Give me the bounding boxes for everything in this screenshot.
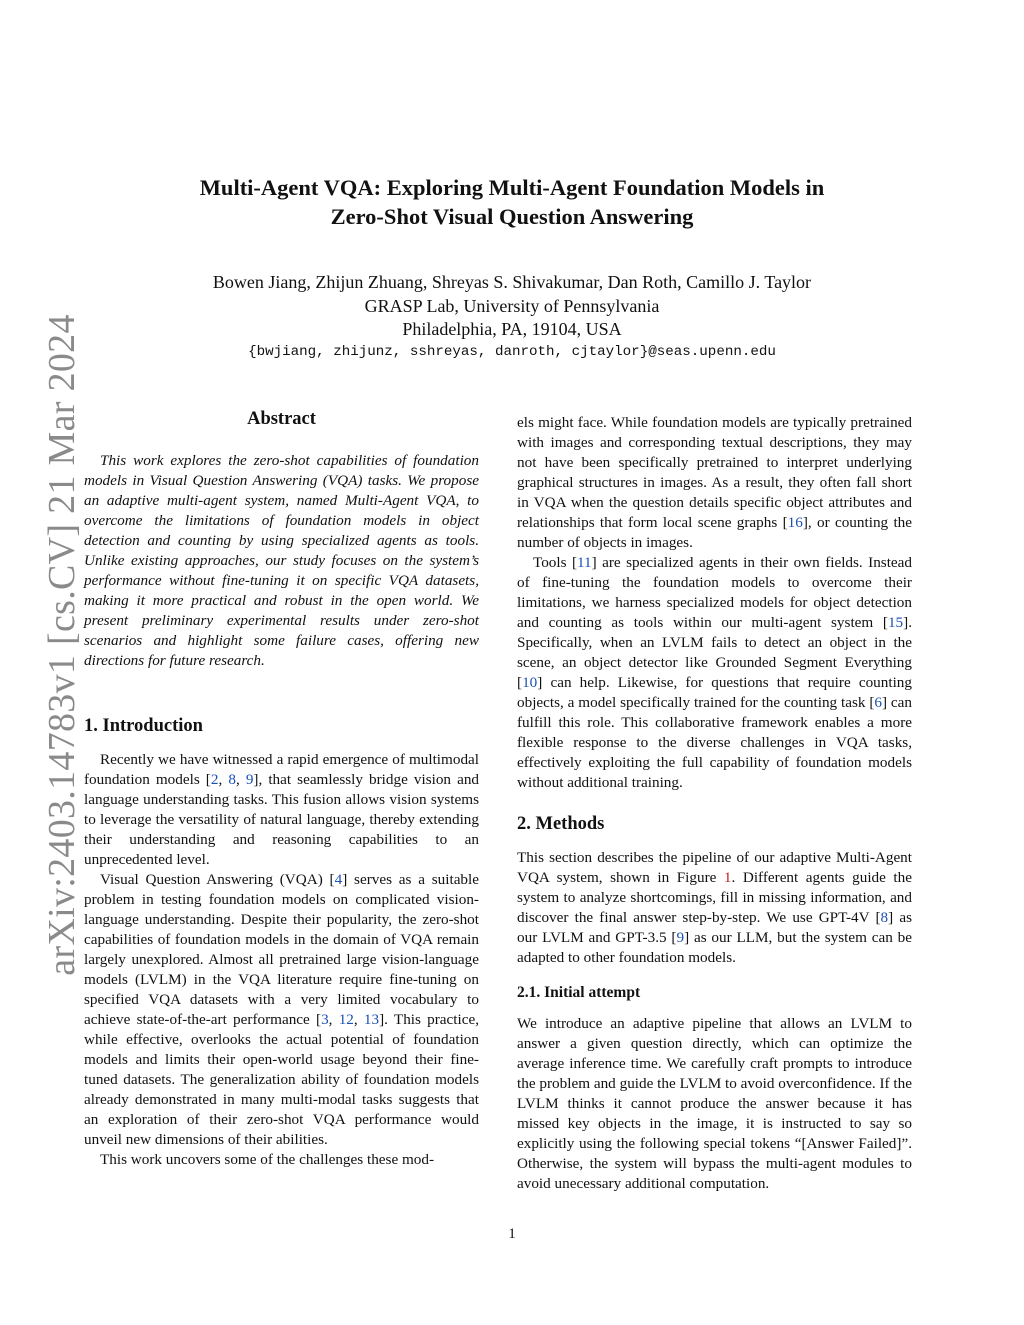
affiliation: GRASP Lab, University of Pennsylvania [364, 295, 660, 316]
initial-attempt-paragraph: We introduce an adaptive pipeline that allows an LVLM to answer a given question directly, which can optimize the average inference time. We carefully craft prompts to introduce the problem and guide the LVLM to avoid overconfidence. If the LVLM thinks it cannot produce the answer because it has missed key objects in the image, it is instructed to say so explicitly using the following special tokens “[Answer Failed]”. Otherwise, the system will bypass the multi-agent modules to avoid unecessary additional computation. [517, 1015, 912, 1192]
intro-paragraph-2: Visual Question Answering (VQA) [4] serves as a suitable problem in testing foundation models on complicated vision-language understanding. Despite their popularity, the zero-shot capabilities of foundation models in the domain of VQA remain largely unexplored. Almost all pretrained large vision-language models (LVLM) in the VQA literature require fine-tuning on specified VQA datasets with a very limited vocabulary to achieve state-of-the-art performance [3, 12, 13]. This practice, while effective, overlooks the actual potential of foundation models and limits their open-world usage beyond their fine-tuned datasets. The generalization ability of foundation models already demonstrated in many multi-modal tasks suggests that an exploration of their zero-shot VQA performance would unveil new dimensions of their abilities. [84, 871, 480, 1148]
address: Philadelphia, PA, 19104, USA [402, 319, 622, 339]
intro-heading: 1. Introduction [84, 716, 203, 736]
initial-attempt-section [517, 983, 912, 1194]
intro-paragraph-1: Recently we have witnessed a rapid emergence of multimodal foundation models [2, 8, 9], that seamlessly bridge vision and language understanding tasks. This fusion allows vision systems to leverage the versatility of natural language, thereby extending their understanding and reasoning capabilities to an unprecedented level. [84, 751, 480, 868]
author-names: Bowen Jiang, Zhijun Zhuang, Shreyas S. Shivakumar, Dan Roth, Camillo J. Taylor [212, 272, 812, 292]
intro-continued-paragraph: els might face. While foundation models are typically pretrained with images and corresponding textual descriptions, they may not have been specifically pretrained to interpret underlying graphical structures in images. As a result, they often fall short in VQA when the question details specific object attributes and relationships that form local scene graphs [16], or counting the number of objects in images. [517, 414, 913, 551]
citation-link[interactable]: 8 [880, 909, 889, 926]
methods-heading: 2. Methods [517, 814, 605, 834]
tools-paragraph: Tools [11] are specialized agents in their own fields. Instead of fine-tuning the foundation models to overcome their limitations, we harness specialized models for object detection and counting as tools within our multi-agent system [15]. Specifically, when an LVLM fails to detect an object in the scene, an object detector like Grounded Segment Everything [10] can help. Likewise, for questions that require counting objects, a model specifically trained for the counting task [6] can fulfill this role. This collaborative framework enables a more flexible response to the diverse challenges in VQA tasks, effectively exploiting the full capability of foundation models without additional training. [517, 554, 912, 791]
right-column [517, 413, 912, 793]
citation-link[interactable]: 16 [787, 514, 803, 531]
citation-link[interactable]: 15 [887, 614, 904, 631]
page-number: 1 [508, 1226, 516, 1242]
abstract-text: This work explores the zero-shot capabilities of foundation models in Visual Question Answering (VQA) tasks. We propose an adaptive multi-agent system, named Multi-Agent VQA, to overcome the limitations of foundation models in object detection and counting by using specialized agents as tools. Unlike existing approaches, our study focuses on the system’s performance without fine-tuning it on specific VQA datasets, making it more practical and robust in the open world. We present preliminary experimental results under zero-shot scenarios and highlight some failure cases, offering new directions for future research. [84, 452, 479, 669]
abstract-section [84, 409, 479, 671]
citation-link[interactable]: 8 [228, 771, 236, 788]
citation-link[interactable]: 13 [363, 1011, 380, 1028]
citation-link[interactable]: 4 [334, 871, 343, 888]
citation-link[interactable]: 11 [577, 554, 592, 571]
citation-link[interactable]: 10 [522, 674, 538, 691]
introduction-section [84, 716, 479, 1170]
methods-section [517, 814, 912, 968]
citation-link[interactable]: 9 [245, 771, 254, 788]
title-line-1: Multi-Agent VQA: Exploring Multi-Agent Foundation Models in [199, 175, 825, 200]
abstract-heading: Abstract [247, 409, 316, 429]
author-emails: {bwjiang, zhijunz, sshreyas, danroth, cjtaylor}@seas.upenn.edu [248, 344, 776, 360]
citation-link[interactable]: 6 [874, 694, 882, 711]
subsection-heading: 2.1. Initial attempt [517, 984, 641, 1001]
methods-paragraph: This section describes the pipeline of our adaptive Multi-Agent VQA system, shown in Figure 1. Different agents guide the system to analyze shortcomings, fill in missing information, and discover the final answer step-by-step. We use GPT-4V [8] as our LVLM and GPT-3.5 [9] as our LLM, but the system can be adapted to other foundation models. [517, 849, 912, 966]
arxiv-stamp: arXiv:2403.14783v1 [cs.CV] 21 Mar 2024 [41, 314, 83, 976]
paper-title [0, 173, 1024, 231]
citation-link[interactable]: 2 [210, 771, 219, 788]
citation-link[interactable]: 3 [321, 1011, 329, 1028]
citation-link[interactable]: 9 [676, 929, 685, 946]
author-block [0, 271, 1024, 342]
intro-paragraph-3: This work uncovers some of the challenges these mod- [100, 1151, 435, 1168]
title-line-2: Zero-Shot Visual Question Answering [330, 204, 694, 229]
citation-link[interactable]: 12 [338, 1011, 354, 1028]
figure-link[interactable]: 1 [723, 869, 732, 886]
